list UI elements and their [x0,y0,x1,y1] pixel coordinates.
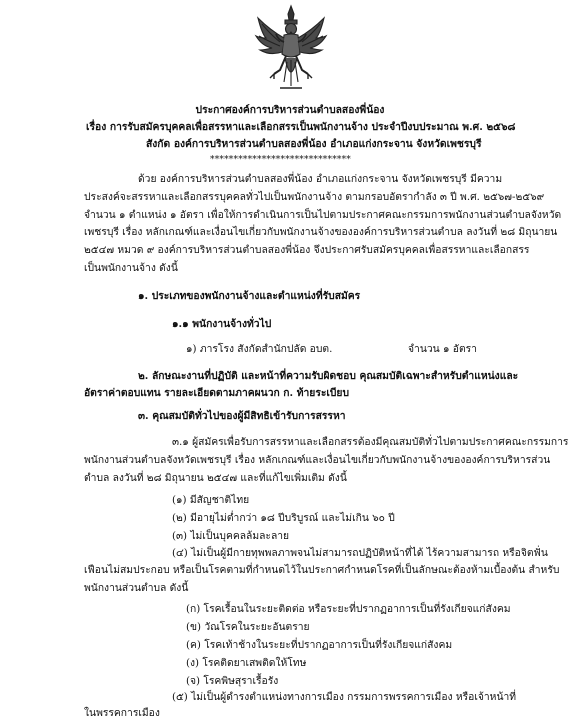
intro-line: ประสงค์จะสรรหาและเลือกสรรบุคคลทั่วไปเป็นพนักงานจ้าง ตามกรอบอัตรากำลัง ๓ ปี พ.ศ. ๒๕๖๗-๒๕๖๙ [84,191,545,203]
qualification-item: (๑) มีสัญชาติไทย [172,494,250,506]
intro-line: เพชรบุรี เรื่อง หลักเกณฑ์และเงื่อนไขเกี่ยวกับพนักงานจ้างขององค์การบริหารส่วนตำบล ลงวันที่ ๒๘ มิถุนายน [84,226,558,238]
header-separator: ****************************** [210,155,351,165]
intro-line: เป็นพนักงานจ้าง ดังนี้ [84,262,178,274]
intro-line: ๒๕๔๗ หมวด ๙ องค์การบริหารส่วนตำบลสองพี่น้อง จึงประกาศรับสมัครบุคคลเพื่อสรรหาและเลือกสรร [84,244,530,256]
announcement-affiliation: สังกัด องค์การบริหารส่วนตำบลสองพี่น้อง อำเภอแก่งกระจาน จังหวัดเพชรบุรี [146,138,482,150]
intro-line: ด้วย องค์การบริหารส่วนตำบลสองพี่น้อง อำเภอแก่งกระจาน จังหวัดเพชรบุรี มีความ [138,173,503,185]
section-3-heading: ๓. คุณสมบัติทั่วไปของผู้มีสิทธิเข้ารับการสรรหา [138,410,346,422]
qualification-item-4: เฟือนไม่สมประกอบ หรือเป็นโรคตามที่กำหนดไว้ในประกาศกำหนดโรคที่เป็นลักษณะต้องห้ามเบื้องต้น สำหรับ [84,564,560,576]
section-3-para: พนักงานส่วนตำบลจังหวัดเพชรบุรี เรื่อง หลักเกณฑ์และเงื่อนไขเกี่ยวกับพนักงานจ้างขององค์การบริหารส่วน [84,454,551,466]
position-count: จำนวน ๑ อัตรา [408,343,477,355]
position-name: ๑) ภารโรง สังกัดสำนักปลัด อบต. [186,343,333,355]
disease-item: (จ) โรคพิษสุราเรื้อรัง [186,675,279,687]
disease-item: (ข) วัณโรคในระยะอันตราย [186,621,310,633]
disease-item: (ค) โรคเท้าช้างในระยะที่ปรากฏอาการเป็นที่รังเกียจแก่สังคม [186,639,453,651]
garuda-emblem-icon [254,4,328,96]
qualification-item: (๓) ไม่เป็นบุคคลล้มละลาย [172,530,290,542]
qualification-item-4: พนักงานส่วนตำบล ดังนี้ [84,582,189,594]
disease-item: (ง) โรคติดยาเสพติดให้โทษ [186,657,307,669]
announcement-subject: เรื่อง การรับสมัครบุคคลเพื่อสรรหาและเลือกสรรเป็นพนักงานจ้าง ประจำปีงบประมาณ พ.ศ. ๒๕๖๘ [86,121,516,133]
section-3-para: ตำบล ลงวันที่ ๒๘ มิถุนายน ๒๕๔๗ และที่แก้ไขเพิ่มเติม ดังนี้ [84,472,347,484]
announcement-title: ประกาศองค์การบริหารส่วนตำบลสองพี่น้อง [195,104,385,116]
qualification-item-5: (๕) ไม่เป็นผู้ดำรงตำแหน่งทางการเมือง กรรมการพรรคการเมือง หรือเจ้าหน้าที่ [172,691,517,703]
disease-item: (ก) โรคเรื้อนในระยะติดต่อ หรือระยะที่ปรากฏอาการเป็นที่รังเกียจแก่สังคม [186,603,511,615]
qualification-item: (๒) มีอายุไม่ต่ำกว่า ๑๘ ปีบริบูรณ์ และไม่เกิน ๖๐ ปี [172,512,395,524]
qualification-item-5: ในพรรคการเมือง [84,707,160,719]
qualification-item-4: (๔) ไม่เป็นผู้มีกายทุพพลภาพจนไม่สามารถปฏิบัติหน้าที่ได้ ไร้ความสามารถ หรือจิตฟั่น [172,547,548,559]
section-1-heading: ๑. ประเภทของพนักงานจ้างและตำแหน่งที่รับสมัคร [138,290,361,302]
section-2-line: อัตราค่าตอบแทน รายละเอียดตามภาคผนวก ก. ท้ายระเบียบ [84,387,349,399]
intro-line: จำนวน ๑ ตำแหน่ง ๑ อัตรา เพื่อให้การดำเนินการเป็นไปตามประกาศคณะกรรมการพนักงานส่วนตำบลจังหวัด [84,209,562,221]
section-3-para: ๓.๑ ผู้สมัครเพื่อรับการสรรหาและเลือกสรรต้องมีคุณสมบัติทั่วไปตามประกาศคณะกรรมการ [172,436,569,448]
section-1-subheading: ๑.๑ พนักงานจ้างทั่วไป [172,318,272,330]
section-2-line: ๒. ลักษณะงานที่ปฏิบัติ และหน้าที่ความรับผิดชอบ คุณสมบัติเฉพาะสำหรับตำแหน่งและ [138,370,519,382]
